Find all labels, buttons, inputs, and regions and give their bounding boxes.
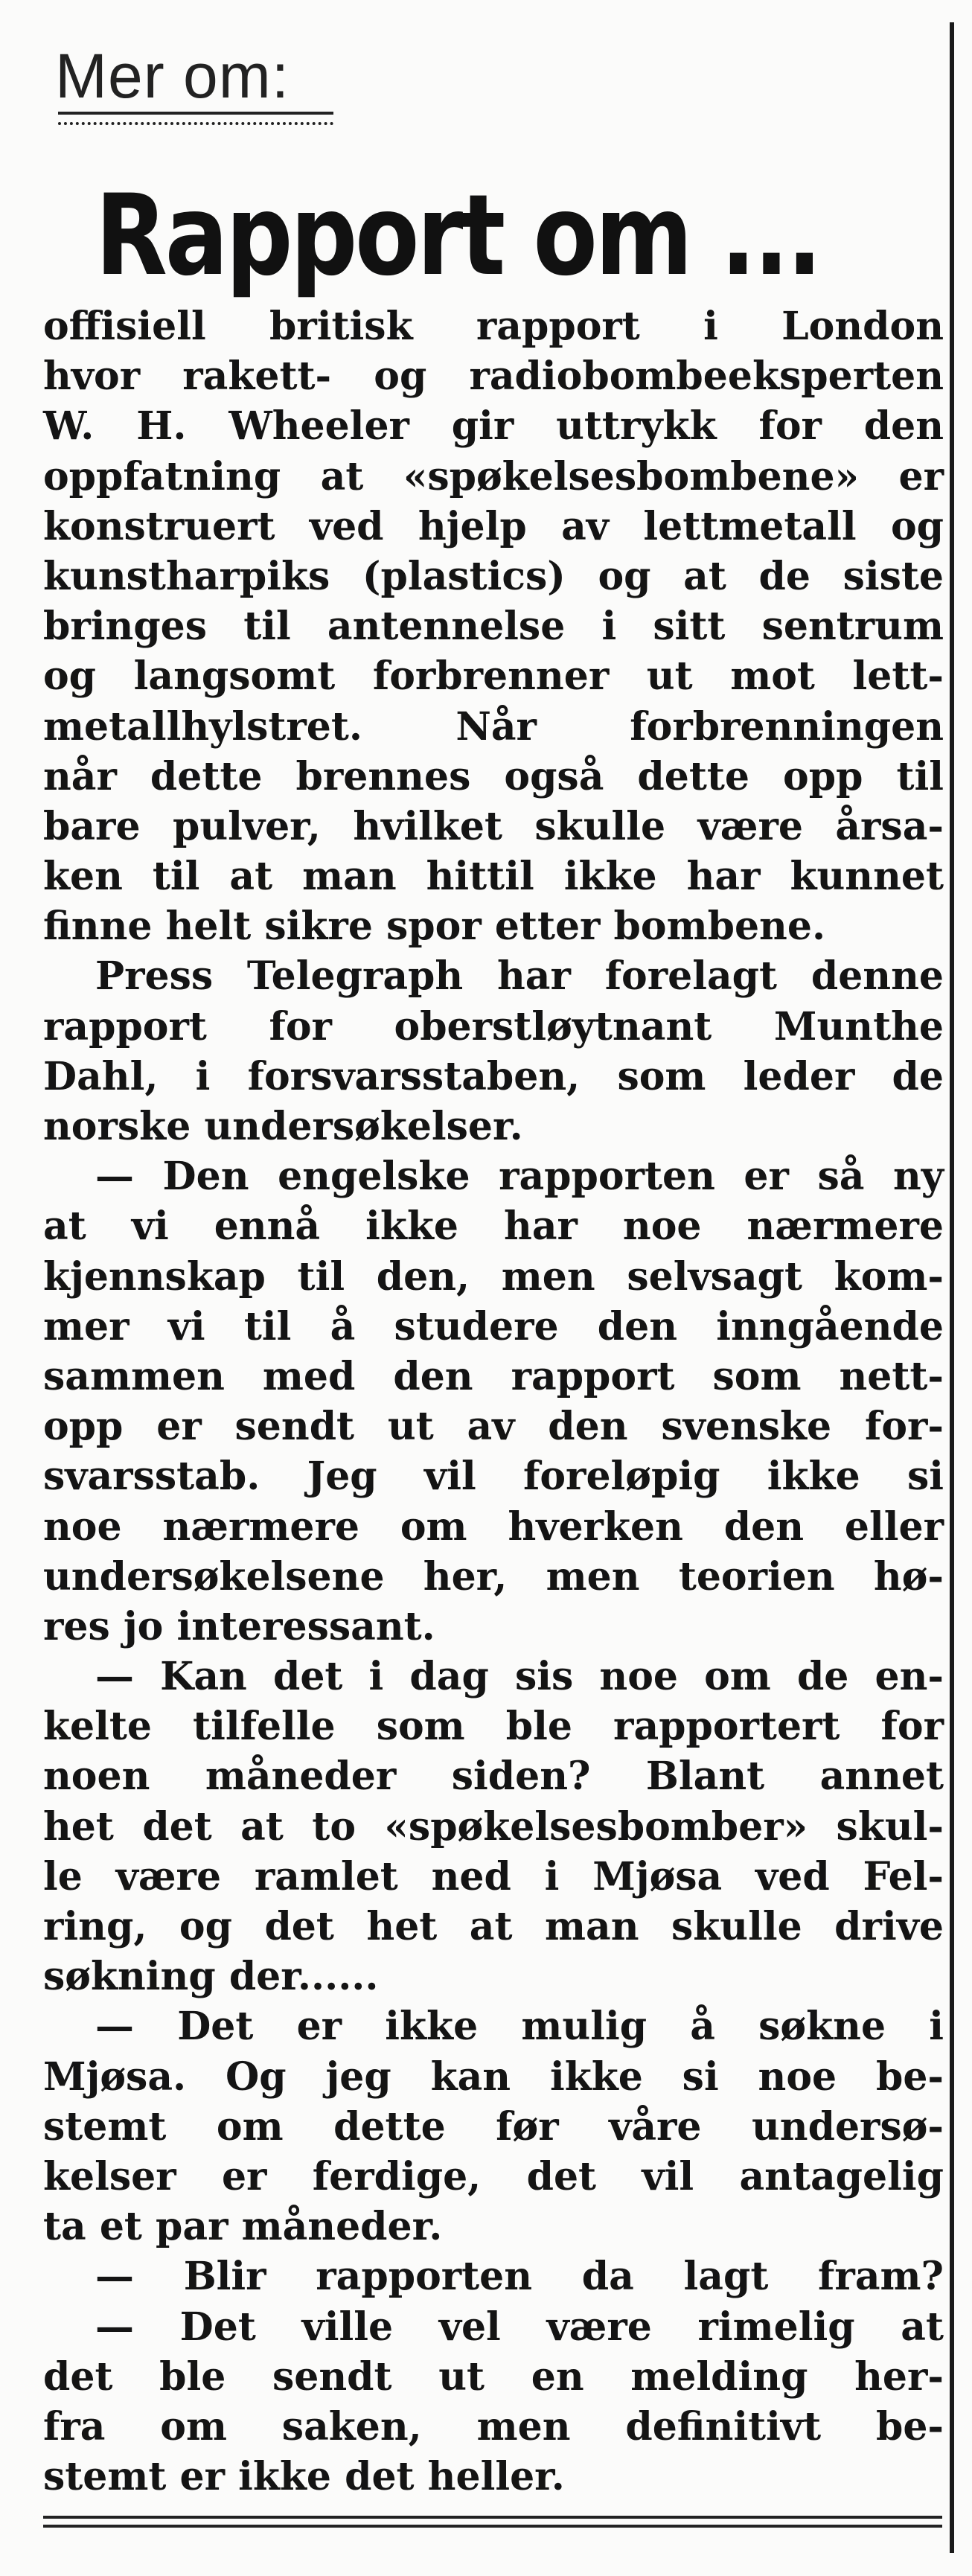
paragraph xyxy=(43,2251,944,2301)
text-line: opp er sendt ut av den svenske for- xyxy=(43,1404,944,1450)
text-line: Mjøsa. Og jeg kan ikke si noe be- xyxy=(43,2054,944,2100)
text-line: stemt om dette før våre undersø- xyxy=(43,2103,944,2150)
text-line: kjennskap til den, men selvsagt kom- xyxy=(43,1253,944,1300)
text-line: ring, og det het at man skulle drive xyxy=(43,1904,944,1949)
paragraph xyxy=(43,951,944,1151)
text-line: fra om saken, men definitivt be- xyxy=(43,2403,944,2449)
text-line: svarsstab. Jeg vil foreløpig ikke si xyxy=(43,1454,944,1500)
text-line: Dahl, i forsvarsstaben, som leder de xyxy=(43,1053,944,1099)
text-line: res jo interessant. xyxy=(43,1603,435,1649)
text-line: konstruert ved hjelp av lettmetall og xyxy=(43,503,944,549)
text-line: noen måneder siden? Blant annet xyxy=(43,1754,944,1800)
text-line: kelte tilfelle som ble rapportert for xyxy=(43,1704,944,1750)
text-line: ken til at man hittil ikke har kunnet xyxy=(43,854,944,900)
text-line: het det at to «spøkelsesbomber» skul- xyxy=(43,1803,944,1850)
text-line: undersøkelsene her, men teorien hø- xyxy=(43,1553,944,1599)
paragraph xyxy=(43,1652,944,2001)
text-line: rapport for oberstløytnant Munthe xyxy=(43,1003,944,1049)
text-line: norske undersøkelser. xyxy=(43,1104,523,1149)
paragraph xyxy=(43,2302,944,2502)
kicker-label: Mer om: xyxy=(55,41,290,111)
column-rule xyxy=(950,22,954,2553)
text-line: noe nærmere om hverken den eller xyxy=(43,1503,944,1550)
text-line: og langsomt forbrenner ut mot lett- xyxy=(43,653,944,700)
text-line: metallhylstret. Når forbrenningen xyxy=(43,703,944,750)
article-body xyxy=(43,301,944,2502)
text-line: — Det ville vel være rimelig at xyxy=(95,2304,944,2350)
text-line: — Kan det i dag sis noe om de en- xyxy=(95,1654,944,1700)
text-line: kelser er ferdige, det vil antagelig xyxy=(43,2153,944,2199)
paragraph xyxy=(43,1151,944,1652)
text-line: le være ramlet ned i Mjøsa ved Fel- xyxy=(43,1853,944,1899)
text-line: bringes til antennelse i sitt sentrum xyxy=(43,604,944,650)
text-line: sammen med den rapport som nett- xyxy=(43,1353,944,1399)
text-line: W. H. Wheeler gir uttrykk for den xyxy=(43,403,944,450)
text-line: søkning der...... xyxy=(43,1954,379,2000)
text-line: — Blir rapporten da lagt fram? xyxy=(95,2254,944,2300)
text-line: — Det er ikke mulig å søkne i xyxy=(95,2004,944,2050)
text-line: stemt er ikke det heller. xyxy=(43,2454,565,2500)
bottom-rule xyxy=(43,2516,942,2528)
text-line: kunstharpiks (plastics) og at de siste xyxy=(43,553,944,599)
text-line: mer vi til å studere den inngående xyxy=(43,1303,944,1349)
text-line: ta et par måneder. xyxy=(43,2204,443,2250)
text-line: bare pulver, hvilket skulle være årsa- xyxy=(43,803,944,849)
paragraph xyxy=(43,301,944,951)
kicker-underline xyxy=(58,112,333,125)
text-line: Press Telegraph har forelagt denne xyxy=(95,953,944,1000)
paragraph xyxy=(43,2001,944,2251)
text-line: når dette brennes også dette opp til xyxy=(43,753,944,799)
text-line: at vi ennå ikke har noe nærmere xyxy=(43,1204,944,1250)
text-line: offisiell britisk rapport i London xyxy=(43,304,944,349)
headline: Rapport om ... xyxy=(95,171,820,301)
text-line: — Den engelske rapporten er så ny xyxy=(95,1154,944,1200)
text-line: hvor rakett- og radiobombeeksperten xyxy=(43,354,944,400)
text-line: det ble sendt ut en melding her- xyxy=(43,2353,944,2400)
text-line: oppfatning at «spøkelsesbombene» er xyxy=(43,453,944,499)
text-line: finne helt sikre spor etter bombene. xyxy=(43,904,826,950)
